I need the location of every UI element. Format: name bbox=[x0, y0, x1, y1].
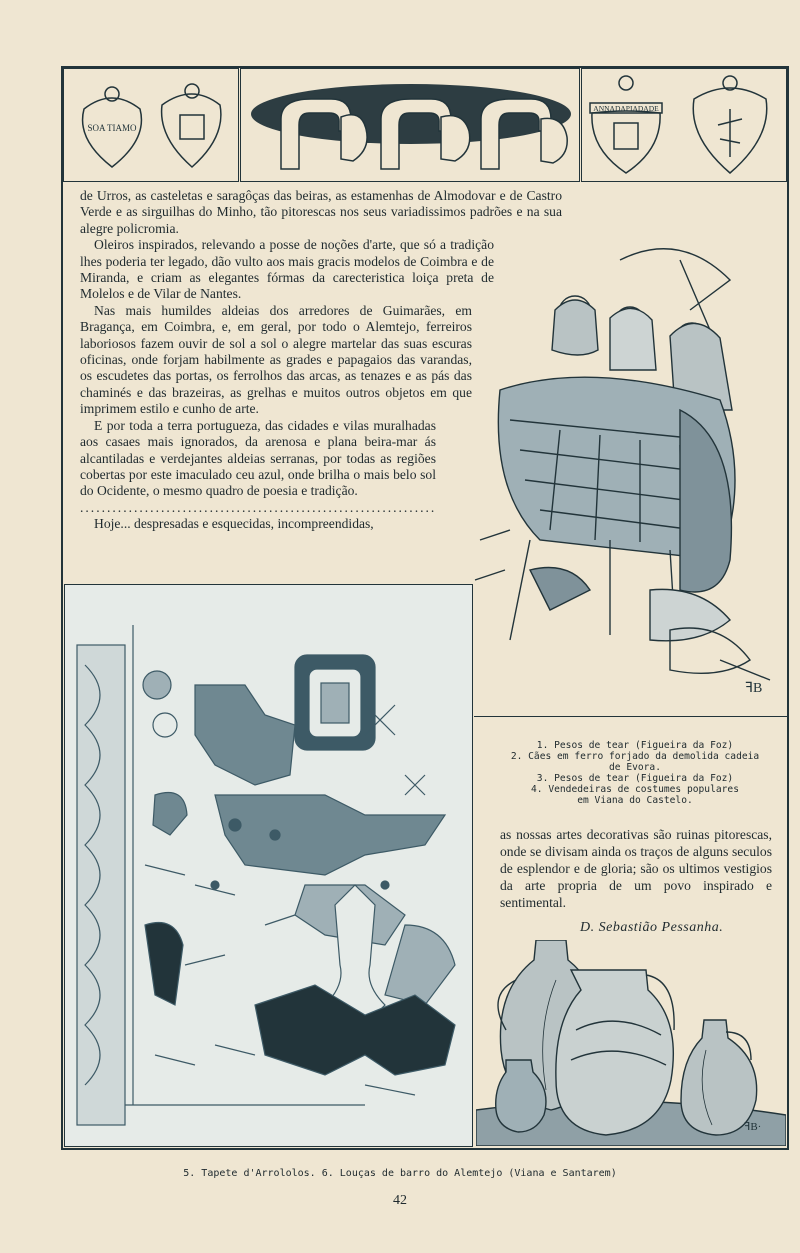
caption-line: 4. Vendedeiras de costumes populares bbox=[531, 784, 739, 795]
caption-line: em Viana do Castelo. bbox=[577, 795, 693, 806]
article-paragraph: de Urros, as casteletas e saragôças das beiras, as estamenhas de Almodovar e de Castro Verde e as sirguilhas do Minho, tão pitorescas nos seus variadissimos padrões e na sua alegre policromia. bbox=[80, 188, 562, 236]
illustration-rug bbox=[64, 584, 473, 1147]
artist-monogram: ꟻB· bbox=[744, 1121, 762, 1133]
caption-line: de Evora. bbox=[609, 762, 661, 773]
illustration-loom-weights-left bbox=[63, 68, 239, 182]
article-paragraph: Hoje... despresadas e esquecidas, incompreendidas, bbox=[94, 516, 374, 532]
weight-inscription-right: ANNADAPIADADE bbox=[593, 104, 659, 113]
illustration-market-women bbox=[470, 240, 788, 710]
artist-monogram: ꟻB bbox=[745, 681, 763, 696]
caption-line: 2. Cães em ferro forjado da demolida cadeia bbox=[510, 751, 760, 762]
right-column-divider bbox=[474, 716, 788, 717]
page-number: 42 bbox=[393, 1193, 407, 1208]
figure-captions bbox=[490, 740, 780, 806]
illustration-pottery bbox=[476, 940, 786, 1146]
illustration-loom-weights-right bbox=[581, 68, 787, 182]
article-paragraph: E por toda a terra portugueza, das cidades e vilas muralhadas aos casaes mais ignorados, da arenosa e plana beira-mar ás alcantiladas e verdejantes aldeias serranas, por todas as regiões cobertas por este imaculado ceu azul, onde brilha o mais belo sol do Ocidente, o mesmo quadro de poesia e tradição. bbox=[80, 417, 436, 499]
caption-line: 1. Pesos de tear (Figueira da Foz) bbox=[536, 740, 734, 751]
closing-paragraph: as nossas artes decorativas são ruinas pitorescas, onde se divisam ainda os traços de alguns seculos de esplendor e de gloria; são os ultimos vestigios da arte propria de um povo inspirado e sentimental. bbox=[500, 827, 772, 910]
weight-inscription-left: SOA TIAMO bbox=[87, 123, 137, 133]
bottom-caption: 5. Tapete d'Arrololos. 6. Louças de barro do Alemtejo (Viana e Santarem) bbox=[183, 1168, 617, 1179]
article-ellipsis-rule: .................................................................. bbox=[80, 499, 436, 515]
article-paragraph: Nas mais humildes aldeias dos arredores de Guimarães, em Bragança, em Coimbra, e, em geral, por todo o Alemtejo, ferreiros laboriosos fazem ouvir de sol a sol o alegre martelar das suas escuras oficinas, onde forjam habilmente as grades e papagaios das varandas, os escudetes das portas, os ferrolhos das arcas, as tenazes e as pás das chaminés e das brazeiras, as grelhas e muitos outros objetos em que imprimem estilo e cunho de arte. bbox=[80, 302, 472, 417]
caption-line: 3. Pesos de tear (Figueira da Foz) bbox=[536, 773, 734, 784]
illustration-iron-dogs bbox=[240, 68, 580, 182]
article-paragraph: Oleiros inspirados, relevando a posse de noções d'arte, que só a tradição lhes poderia ter legado, dão vulto aos mais gracis modelos de Coimbra e de Miranda, e criam as elegantes fórmas da carecteristica loiça preta de Molelos e de Vilar de Nantes. bbox=[80, 237, 494, 302]
author-signature: D. Sebastião Pessanha. bbox=[580, 920, 724, 935]
